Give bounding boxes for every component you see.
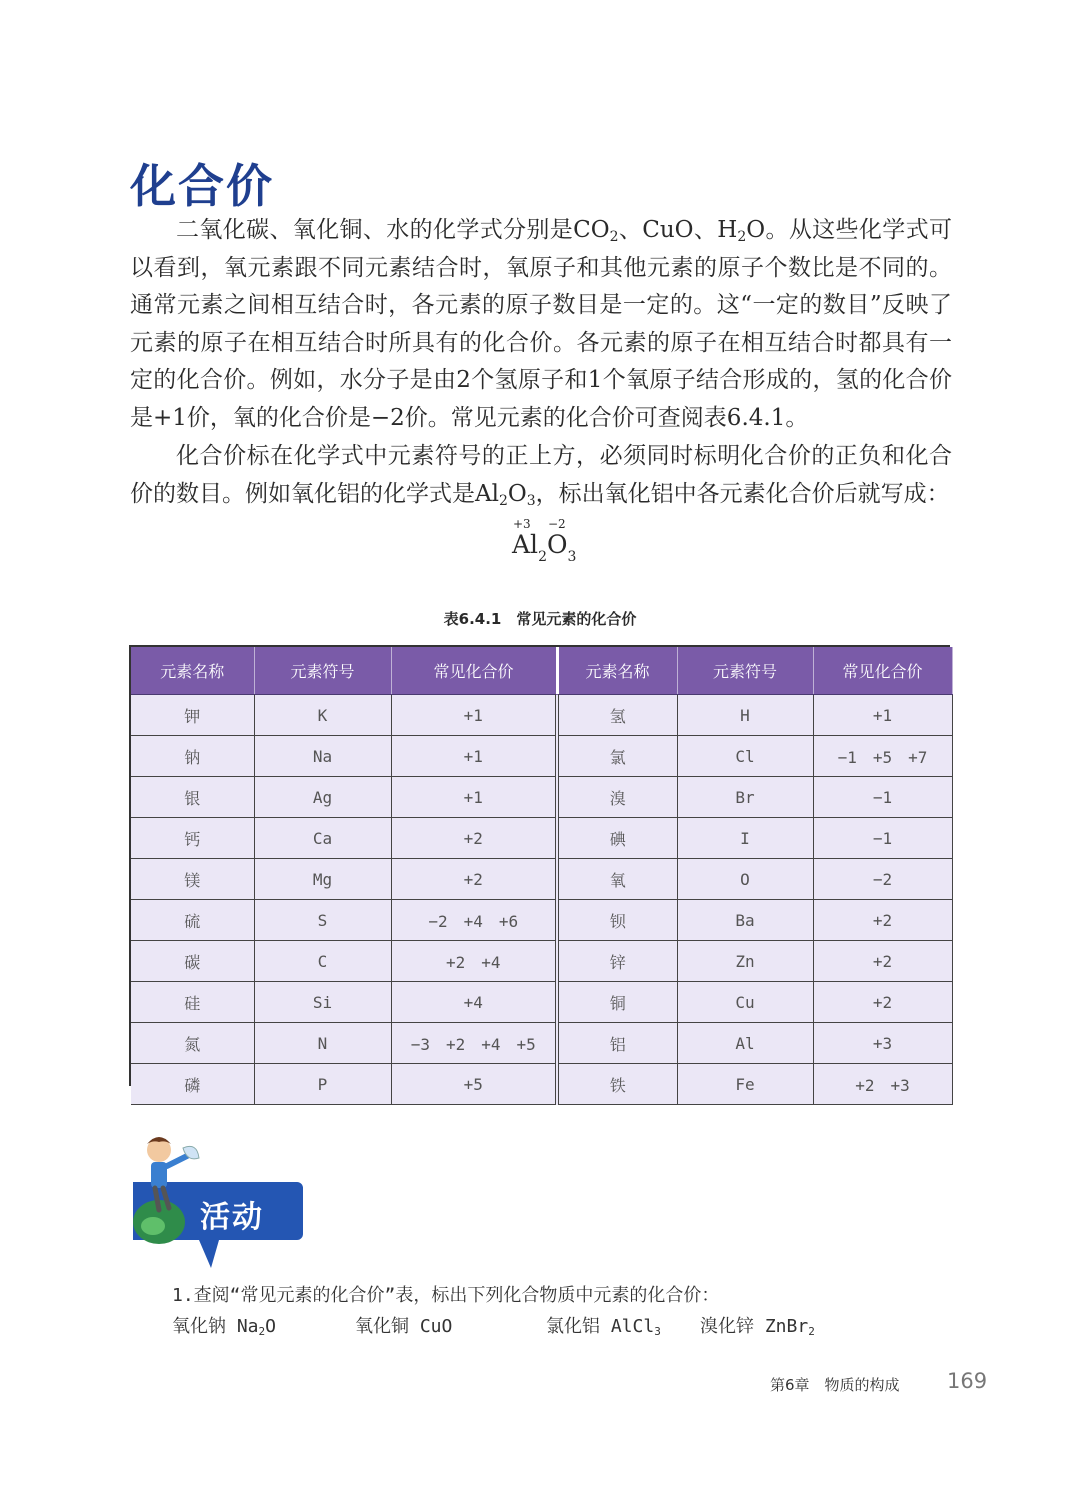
example-formula: ZnBr [764,1316,809,1337]
cell-name-right: 氧 [557,859,677,900]
cell-valence-right: +2 [813,900,952,941]
para1-text-a: 二氧化碳、氧化铜、水的化学式分别是CO [176,217,610,243]
cell-symbol-right: H [677,695,813,736]
cell-valence-left: +4 [391,982,557,1023]
para2-sub-a: 2 [498,492,508,509]
cell-name-left: 钠 [131,736,254,777]
cell-valence-left: +2 [391,818,557,859]
cell-valence-left: +1 [391,695,557,736]
formula-valence-o: −2 [547,517,566,531]
table-row [131,900,952,941]
para1-sub-b: 2 [737,229,747,245]
cell-valence-right: +2 +3 [813,1064,952,1105]
para2-text-b: O [507,480,527,507]
para1-sub-a: 2 [609,229,619,245]
table-row [131,1023,952,1064]
example-name: 溴化锌 [700,1316,754,1337]
para2-sub-b: 3 [526,492,536,509]
example-item [355,1312,452,1338]
cell-symbol-right: Ba [677,900,813,941]
formula-valence-al: +3 [513,517,531,531]
cell-valence-right: −1 +5 +7 [813,736,952,777]
cell-name-right: 铜 [557,982,677,1023]
table-row [131,982,952,1023]
valence-formula [512,517,577,565]
table-row [131,818,952,859]
cell-symbol-left: P [254,1064,391,1105]
cell-name-right: 氢 [557,695,677,736]
footer-chapter: 第6章 物质的构成 [770,1376,900,1394]
example-item [172,1312,276,1338]
cell-symbol-right: Cu [677,982,813,1023]
para1-text-c: O。从这些化学式可以看到，氧元素跟不同元素结合时，氧原子和其他元素的原子个数比是不同的。通常元素之间相互结合时，各元素的原子数目是一定的。这“一定的数目”反映了元素的原子在相互结合时所具有的化合价。各元素的原子在相互结合时都具有一定的化合价。例如，水分子是由2个氢原子和1个氧原子结合形成的，氢的化合价是+1价，氧的化合价是−2价。常见元素的化合价可查阅表6.4.1。 [130,217,952,431]
cell-symbol-left: Mg [254,859,391,900]
cell-valence-right: −1 [813,777,952,818]
para2-text-c: ，标出氧化铝中各元素化合价后就写成： [535,480,950,507]
cell-name-left: 磷 [131,1064,254,1105]
para1-text-b: 、CuO、H [618,217,738,243]
cell-name-left: 镁 [131,859,254,900]
cell-name-right: 铝 [557,1023,677,1064]
paragraph-2 [130,438,952,513]
cell-name-right: 溴 [557,777,677,818]
cell-symbol-left: K [254,695,391,736]
header-element-name: 元素名称 [557,647,677,695]
cell-valence-right: +2 [813,982,952,1023]
cell-name-left: 钾 [131,695,254,736]
cell-valence-left: +2 [391,859,557,900]
cell-name-right: 碘 [557,818,677,859]
activity-label: 活动 [200,1200,264,1235]
table-row [131,941,952,982]
cell-valence-right: −1 [813,818,952,859]
cell-valence-right: +2 [813,941,952,982]
formula-element-al [512,517,539,559]
example-name: 氧化铜 [355,1316,409,1337]
cell-valence-right: +3 [813,1023,952,1064]
cell-valence-left: +1 [391,777,557,818]
example-item [546,1312,661,1338]
cell-name-left: 硅 [131,982,254,1023]
header-element-symbol: 元素符号 [677,647,813,695]
formula-element-o [546,517,568,559]
cell-name-left: 硫 [131,900,254,941]
table-caption: 表6.4.1 常见元素的化合价 [443,610,637,628]
example-formula: CuO [419,1316,453,1337]
example-sub: 3 [654,1325,661,1338]
example-name: 氯化铝 [546,1316,600,1337]
cell-name-left: 碳 [131,941,254,982]
cell-valence-left: +1 [391,736,557,777]
cell-name-left: 氮 [131,1023,254,1064]
cell-symbol-left: Ag [254,777,391,818]
cell-symbol-left: Na [254,736,391,777]
table-row [131,777,952,818]
cell-symbol-right: Cl [677,736,813,777]
cell-name-right: 钡 [557,900,677,941]
cell-symbol-right: Al [677,1023,813,1064]
example-item [700,1312,815,1338]
example-formula: Na [236,1316,259,1337]
header-element-symbol: 元素符号 [254,647,391,695]
cell-symbol-left: Si [254,982,391,1023]
activity-question: 1.查阅“常见元素的化合价”表，标出下列化合物质中元素的化合价： [172,1285,720,1306]
cell-valence-left: +2 +4 [391,941,557,982]
cell-symbol-left: Ca [254,818,391,859]
formula-sub-al: 2 [538,549,547,565]
example-name: 氧化钠 [172,1316,226,1337]
cell-valence-right: −2 [813,859,952,900]
cell-name-right: 氯 [557,736,677,777]
table-row [131,695,952,736]
cell-symbol-left: S [254,900,391,941]
cell-name-right: 铁 [557,1064,677,1105]
valence-table [129,645,950,1095]
page-title: 化合价 [130,159,274,213]
example-formula: AlCl [610,1316,655,1337]
cell-symbol-right: I [677,818,813,859]
cell-symbol-right: Zn [677,941,813,982]
table-row [131,859,952,900]
cell-symbol-right: O [677,859,813,900]
cell-valence-left: −2 +4 +6 [391,900,557,941]
cell-symbol-left: N [254,1023,391,1064]
cell-valence-right: +1 [813,695,952,736]
cell-symbol-right: Br [677,777,813,818]
cell-name-left: 银 [131,777,254,818]
cell-name-right: 锌 [557,941,677,982]
para2-text-a: 化合价标在化学式中元素符号的正上方，必须同时标明化合价的正负和化合价的数目。例如氧化铝的化学式是Al [130,443,952,507]
table-row [131,736,952,777]
cell-symbol-right: Fe [677,1064,813,1105]
cell-symbol-left: C [254,941,391,982]
cell-valence-left: −3 +2 +4 +5 [391,1023,557,1064]
table-body [131,695,952,1105]
table-row [131,1064,952,1105]
header-valence: 常见化合价 [391,647,557,695]
example-sub: 2 [808,1325,815,1338]
example-formula-tail: O [265,1316,276,1337]
cell-name-left: 钙 [131,818,254,859]
header-valence: 常见化合价 [813,647,952,695]
header-element-name: 元素名称 [131,647,254,695]
formula-symbol-o: O [546,530,568,559]
formula-symbol-al: Al [512,530,539,559]
example-sub: 2 [258,1325,266,1338]
paragraph-1 [130,212,952,438]
cell-valence-left: +5 [391,1064,557,1105]
page-number: 169 [947,1369,988,1393]
table-header-row [131,647,952,695]
formula-sub-o: 3 [567,549,577,565]
